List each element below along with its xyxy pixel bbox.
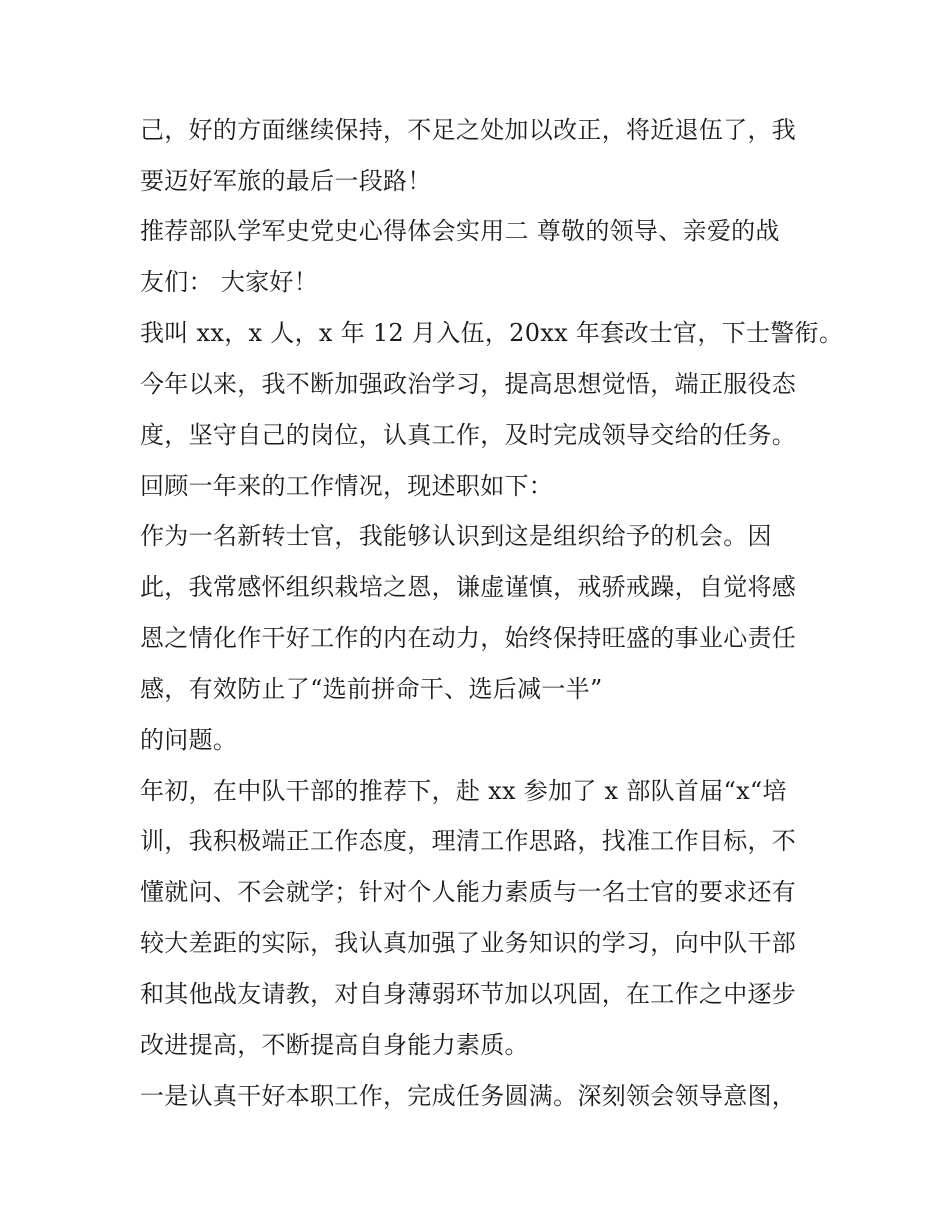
text-line: 此，我常感怀组织栽培之恩，谦虚谨慎，戒骄戒躁，自觉将感: [140, 573, 797, 601]
text-line: 我叫 xx，x 人，x 年 12 月入伍，20xx 年套改士官，下士警衔。: [140, 319, 844, 347]
text-line: 恩之情化作干好工作的内在动力，始终保持旺盛的事业心责任: [140, 624, 797, 652]
text-line: 改进提高，不断提高自身能力素质。: [140, 1031, 529, 1059]
text-line: 回顾一年来的工作情况，现述职如下：: [140, 472, 554, 500]
text-line: 一是认真干好本职工作，完成任务圆满。深刻领会领导意图，: [140, 1082, 797, 1110]
text-line: 要迈好军旅的最后一段路！: [140, 167, 432, 195]
text-line: 感，有效防止了“选前拼命干、选后减一半”: [140, 675, 603, 703]
text-line: 己，好的方面继续保持，不足之处加以改正，将近退伍了，我: [140, 116, 797, 144]
text-line: 较大差距的实际，我认真加强了业务知识的学习，向中队干部: [140, 929, 797, 957]
text-line: 和其他战友请教，对自身薄弱环节加以巩固，在工作之中逐步: [140, 980, 797, 1008]
text-line: 度，坚守自己的岗位，认真工作，及时完成领导交给的任务。: [140, 421, 797, 449]
text-line: 的问题。: [140, 726, 238, 754]
text-line: 作为一名新转士官，我能够认识到这是组织给予的机会。因: [140, 522, 772, 550]
text-line: 训，我积极端正工作态度，理清工作思路，找准工作目标，不: [140, 827, 797, 855]
text-line: 年初，在中队干部的推荐下，赴 xx 参加了 x 部队首届“x“培: [140, 777, 787, 805]
text-line: 推荐部队学军史党史心得体会实用二 尊敬的领导、亲爱的战: [140, 217, 780, 245]
text-line: 友们： 大家好！: [140, 268, 319, 296]
text-line: 今年以来，我不断加强政治学习，提高思想觉悟，端正服役态: [140, 370, 797, 398]
text-line: 懂就问、不会就学；针对个人能力素质与一名士官的要求还有: [140, 878, 797, 906]
